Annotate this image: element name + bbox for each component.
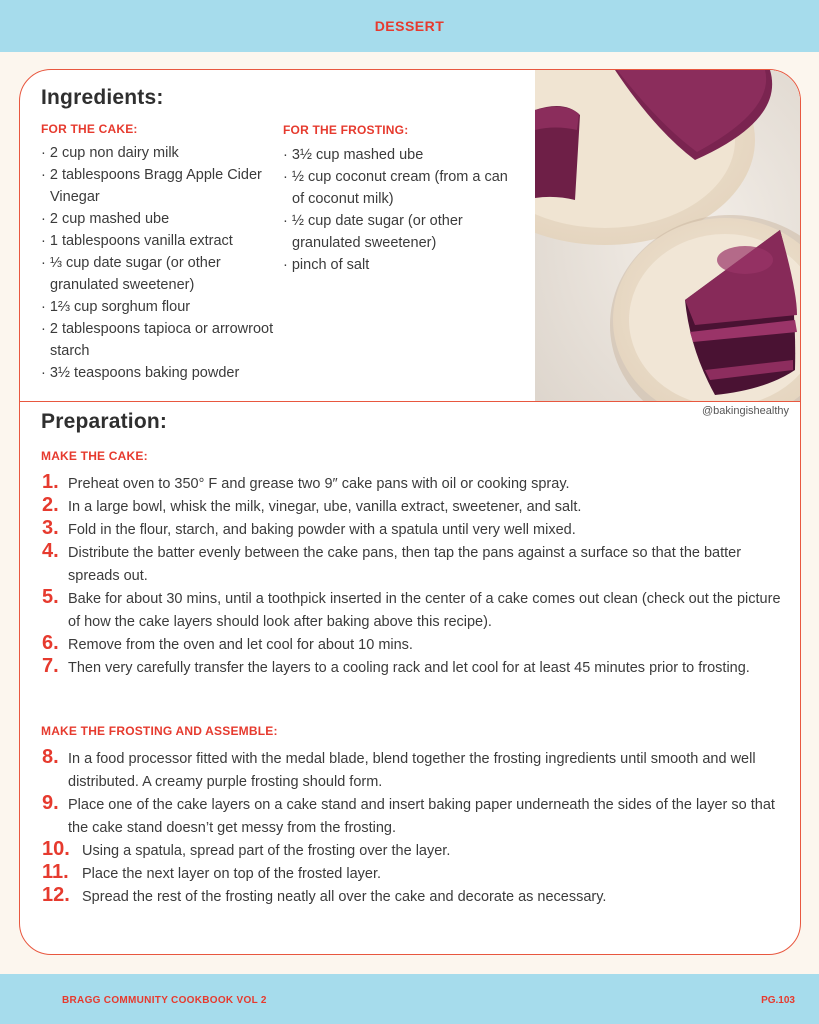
frosting-ingredients-heading: FOR THE FROSTING: — [283, 123, 409, 137]
list-item: · 1⅔ cup sorghum flour — [41, 296, 276, 318]
step-item — [42, 748, 782, 794]
step-number: 11. — [42, 861, 69, 883]
step-number: 2. — [42, 494, 59, 516]
step-number: 4. — [42, 540, 59, 562]
make-cake-heading: MAKE THE CAKE: — [41, 449, 148, 463]
step-number: 12. — [42, 884, 70, 906]
step-text: Place the next layer on top of the frosted layer. — [82, 866, 382, 882]
step-text: Bake for about 30 mins, until a toothpick inserted in the center of a cake comes out clean (check out the picture of how the cake layers should look after baking above this recipe). — [68, 591, 781, 630]
header-band — [0, 0, 819, 52]
recipe-card — [19, 69, 801, 955]
step-item — [42, 840, 782, 863]
step-number: 5. — [42, 586, 59, 608]
step-number: 10. — [42, 838, 70, 860]
ube-cake-image — [535, 70, 801, 401]
list-item: · 3½ teaspoons baking powder — [41, 362, 276, 384]
frosting-steps — [42, 748, 782, 909]
step-text: Using a spatula, spread part of the frosting over the layer. — [82, 843, 451, 859]
ingredients-title: Ingredients: — [41, 86, 164, 109]
step-number: 9. — [42, 792, 59, 814]
list-item: · ½ cup coconut cream (from a can of coconut milk) — [283, 166, 523, 210]
step-text: Remove from the oven and let cool for about 10 mins. — [68, 637, 413, 653]
section-title: DESSERT — [374, 18, 445, 34]
list-item: · pinch of salt — [283, 254, 523, 276]
step-text: In a food processor fitted with the medal blade, blend together the frosting ingredients until smooth and well distributed. A creamy purple frosting should form. — [68, 751, 756, 790]
step-text: Fold in the flour, starch, and baking powder with a spatula until very well mixed. — [68, 522, 576, 538]
step-text: Then very carefully transfer the layers to a cooling rack and let cool for at least 45 minutes prior to frosting. — [68, 660, 750, 676]
step-text: Preheat oven to 350° F and grease two 9″ cake pans with oil or cooking spray. — [68, 476, 570, 492]
cake-steps — [42, 473, 782, 680]
step-text: Distribute the batter evenly between the cake pans, then tap the pans against a surface so that the batter spreads out. — [68, 545, 742, 584]
cake-ingredients-list — [41, 142, 276, 384]
footer-band — [0, 974, 819, 1024]
step-item — [42, 519, 782, 542]
cake-ingredients-heading: FOR THE CAKE: — [41, 122, 138, 136]
list-item: · ⅓ cup date sugar (or other granulated sweetener) — [41, 252, 276, 296]
step-item — [42, 657, 782, 680]
list-item: · 2 cup mashed ube — [41, 208, 276, 230]
list-item: · 2 tablespoons tapioca or arrowroot starch — [41, 318, 276, 362]
preparation-title: Preparation: — [41, 410, 168, 433]
step-text: In a large bowl, whisk the milk, vinegar, ube, vanilla extract, sweetener, and salt. — [68, 499, 582, 515]
step-number: 1. — [42, 471, 59, 493]
list-item: · 3½ cup mashed ube — [283, 144, 523, 166]
step-text: Spread the rest of the frosting neatly all over the cake and decorate as necessary. — [82, 889, 607, 905]
photo-credit: @bakingishealthy — [702, 405, 789, 417]
step-item — [42, 794, 782, 840]
step-number: 6. — [42, 632, 59, 654]
step-item — [42, 634, 782, 657]
section-divider — [20, 401, 801, 402]
step-item — [42, 542, 782, 588]
step-item — [42, 496, 782, 519]
step-item — [42, 886, 782, 909]
step-item — [42, 863, 782, 886]
step-item — [42, 588, 782, 634]
frosting-ingredients-list — [283, 144, 523, 276]
step-text: Place one of the cake layers on a cake stand and insert baking paper underneath the sides of the layer so that the cake stand doesn’t get messy from the frosting. — [68, 797, 775, 836]
list-item: · 2 tablespoons Bragg Apple Cider Vinegar — [41, 164, 276, 208]
step-number: 8. — [42, 746, 59, 768]
list-item: · ½ cup date sugar (or other granulated sweetener) — [283, 210, 523, 254]
step-number: 7. — [42, 655, 59, 677]
step-item — [42, 473, 782, 496]
page-number: PG.103 — [761, 995, 795, 1006]
book-title: BRAGG COMMUNITY COOKBOOK VOL 2 — [62, 995, 267, 1006]
cake-photo — [535, 70, 801, 401]
make-frosting-heading: MAKE THE FROSTING AND ASSEMBLE: — [41, 724, 278, 738]
list-item: · 1 tablespoons vanilla extract — [41, 230, 276, 252]
list-item: · 2 cup non dairy milk — [41, 142, 276, 164]
step-number: 3. — [42, 517, 59, 539]
